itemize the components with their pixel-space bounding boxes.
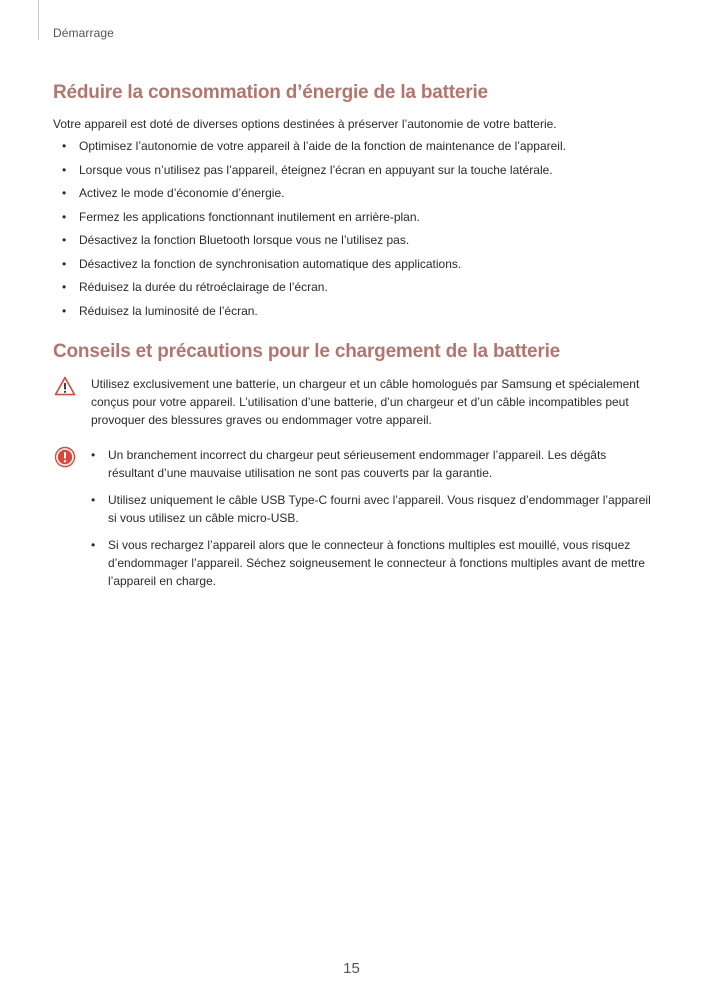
list-item: • Désactivez la fonction Bluetooth lorsque vous ne l’utilisez pas. bbox=[53, 232, 653, 248]
section-title-battery-saving: Réduire la consommation d’énergie de la batterie bbox=[53, 82, 488, 103]
list-item: • Activez le mode d’économie d’énergie. bbox=[53, 185, 653, 201]
list-item: • Lorsque vous n’utilisez pas l’appareil, éteignez l’écran en appuyant sur la touche latérale. bbox=[53, 162, 653, 178]
list-item: • Optimisez l’autonomie de votre appareil à l’aide de la fonction de maintenance de l’appareil. bbox=[53, 138, 653, 154]
section-intro: Votre appareil est doté de diverses options destinées à préserver l’autonomie de votre batterie. bbox=[53, 117, 557, 131]
battery-tips-list bbox=[53, 138, 653, 319]
caution-item: • Utilisez uniquement le câble USB Type-C fourni avec l’appareil. Vous risquez d’endommager l’appareil si vous utilisez un câble micro-USB. bbox=[91, 491, 653, 527]
caution-item: • Si vous rechargez l’appareil alors que le connecteur à fonctions multiples est mouillé, vous risquez d’endommager l’appareil. Séchez soigneusement le connecteur à fonctions multiples avant de mettre l’appareil en charge. bbox=[91, 536, 653, 590]
warning-notice bbox=[53, 375, 653, 429]
list-item: • Désactivez la fonction de synchronisation automatique des applications. bbox=[53, 256, 653, 272]
section-title-charging-tips: Conseils et précautions pour le chargement de la batterie bbox=[53, 340, 561, 362]
warning-triangle-icon bbox=[54, 375, 76, 397]
list-item: • Réduisez la durée du rétroéclairage de l’écran. bbox=[53, 279, 653, 295]
list-item: • Fermez les applications fonctionnant inutilement en arrière-plan. bbox=[53, 209, 653, 225]
caution-list bbox=[91, 446, 653, 590]
page-number: 15 bbox=[343, 960, 360, 977]
list-item: • Réduisez la luminosité de l’écran. bbox=[53, 303, 653, 319]
caution-circle-icon bbox=[54, 446, 76, 468]
page-content bbox=[53, 82, 653, 599]
breadcrumb: Démarrage bbox=[53, 26, 114, 40]
caution-notice bbox=[53, 446, 653, 590]
side-rule bbox=[38, 0, 39, 40]
caution-item: • Un branchement incorrect du chargeur peut sérieusement endommager l’appareil. Les dégâts résultant d’une mauvaise utilisation ne sont pas couverts par la garantie. bbox=[91, 446, 653, 482]
warning-text: Utilisez exclusivement une batterie, un chargeur et un câble homologués par Samsung et spécialement conçus pour votre appareil. L’utilisation d’une batterie, d’un chargeur et d’un câble incompatibles peut provoquer des blessures graves ou endommager votre appareil. bbox=[91, 376, 640, 427]
